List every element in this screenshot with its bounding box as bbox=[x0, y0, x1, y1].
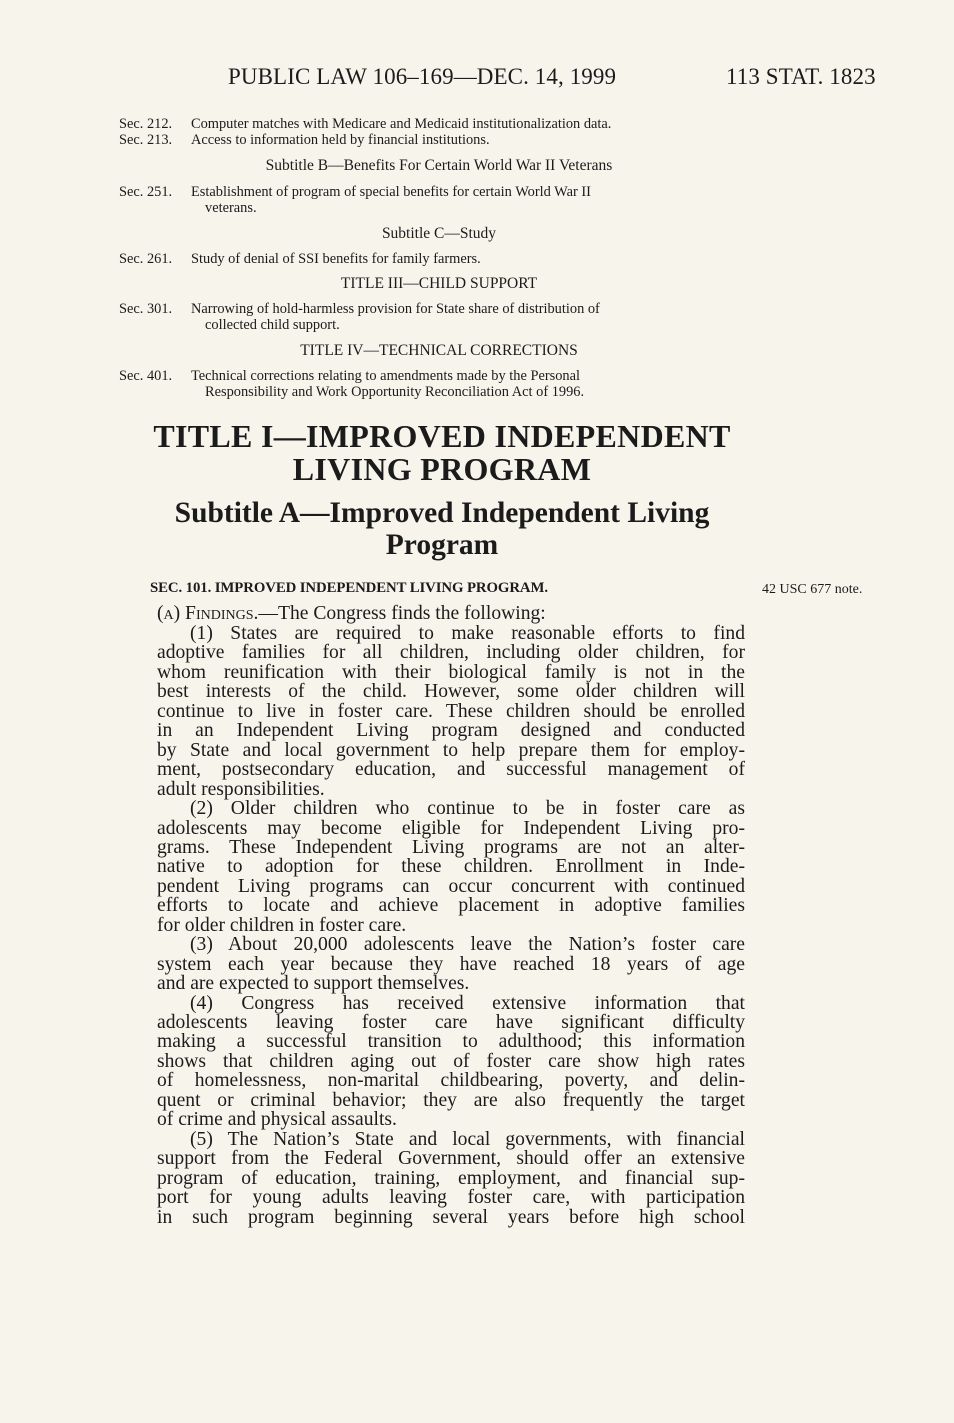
body-text-line: port for young adults leaving foster care, with participation bbox=[157, 1187, 745, 1209]
toc-section-number: Sec. 301. bbox=[119, 301, 173, 317]
toc-section-text-cont: veterans. bbox=[205, 200, 257, 216]
running-header-citation: PUBLIC LAW 106–169—DEC. 14, 1999 bbox=[228, 64, 617, 89]
toc-section-text: Study of denial of SSI benefits for family farmers. bbox=[191, 251, 481, 267]
body-text-line: of crime and physical assaults. bbox=[157, 1109, 397, 1131]
toc-section-text-cont: Responsibility and Work Opportunity Reconciliation Act of 1996. bbox=[205, 384, 585, 400]
body-text-line: adoptive families for all children, including older children, for bbox=[157, 642, 745, 664]
findings-label: (a) Findings. bbox=[157, 603, 259, 624]
body-text-line: adolescents may become eligible for Independent Living pro- bbox=[157, 817, 745, 839]
body-text-line: quent or criminal behavior; they are also frequently the target bbox=[157, 1089, 745, 1111]
toc-section-text: Access to information held by financial institutions. bbox=[191, 132, 490, 148]
body-text-line: by State and local government to help prepare them for employ- bbox=[157, 739, 745, 761]
body-text-line: in such program beginning several years before high school bbox=[157, 1206, 745, 1228]
body-text-line: (4) Congress has received extensive information that bbox=[190, 992, 745, 1014]
toc-subtitle-b: Subtitle B—Benefits For Certain World War II Veterans bbox=[265, 157, 613, 174]
toc-section-text-cont: collected child support. bbox=[205, 317, 340, 333]
toc-title-iv: TITLE IV—TECHNICAL CORRECTIONS bbox=[300, 342, 578, 359]
body-text-line: native to adoption for these children. Enrollment in Inde- bbox=[157, 856, 745, 878]
body-text-line: for older children in foster care. bbox=[157, 914, 407, 936]
toc-title-iii: TITLE III—CHILD SUPPORT bbox=[340, 275, 538, 292]
body-text-line: and are expected to support themselves. bbox=[157, 973, 470, 995]
body-text-line: grams. These Independent Living programs are not an alter- bbox=[157, 836, 745, 858]
toc-section-number: Sec. 261. bbox=[119, 251, 173, 267]
body-text-line: system each year because they have reached 18 years of age bbox=[157, 953, 745, 975]
section-101-heading: SEC. 101. IMPROVED INDEPENDENT LIVING PROGRAM. bbox=[150, 580, 548, 596]
toc-section-number: Sec. 212. bbox=[119, 116, 173, 132]
toc-section-text: Computer matches with Medicare and Medicaid institutionalization data. bbox=[191, 116, 612, 132]
toc-section-text: Narrowing of hold-harmless provision for State share of distribution of bbox=[191, 301, 600, 317]
title-i-heading-line1: TITLE I—IMPROVED INDEPENDENT bbox=[153, 418, 731, 454]
body-text-line: program of education, training, employment, and financial sup- bbox=[157, 1167, 745, 1189]
body-text-line: (1) States are required to make reasonable efforts to find bbox=[190, 623, 745, 644]
body-text-line: of homelessness, non-marital childbearing, poverty, and delin- bbox=[157, 1070, 745, 1092]
body-text-line: (5) The Nation’s State and local governments, with financial bbox=[190, 1128, 745, 1150]
toc-section-number: Sec. 213. bbox=[119, 132, 173, 148]
findings-lead bbox=[157, 603, 546, 625]
body-text-line: (3) About 20,000 adolescents leave the Nation’s foster care bbox=[190, 934, 745, 956]
body-text-line: adolescents leaving foster care have significant difficulty bbox=[157, 1012, 745, 1033]
body-text-line: in an Independent Living program designed and conducted bbox=[157, 720, 745, 742]
title-i-heading-line2: LIVING PROGRAM bbox=[292, 451, 592, 487]
findings-intro: —The Congress finds the following: bbox=[258, 603, 546, 624]
body-text-line: pendent Living programs can occur concurrent with continued bbox=[157, 875, 745, 897]
subtitle-a-heading-line1: Subtitle A—Improved Independent Living bbox=[174, 497, 710, 529]
body-text-line: best interests of the child. However, some older children will bbox=[157, 681, 745, 703]
body-text-line: adult responsibilities. bbox=[157, 778, 325, 800]
body-text-line: (2) Older children who continue to be in foster care as bbox=[190, 798, 745, 820]
toc-section-text: Technical corrections relating to amendments made by the Personal bbox=[191, 368, 581, 384]
toc-subtitle-c: Subtitle C—Study bbox=[381, 225, 497, 242]
subtitle-a-heading-line2: Program bbox=[385, 529, 499, 561]
toc-section-text: Establishment of program of special benefits for certain World War II bbox=[191, 184, 591, 200]
body-text-line: efforts to locate and achieve placement in adoptive families bbox=[157, 895, 745, 917]
body-text-line: ment, postsecondary education, and successful management of bbox=[157, 759, 745, 781]
running-header-stat-page: 113 STAT. 1823 bbox=[726, 64, 876, 89]
body-text-line: whom reunification with their biological family is not in the bbox=[157, 661, 745, 683]
table-of-contents bbox=[119, 116, 759, 406]
toc-section-number: Sec. 401. bbox=[119, 368, 173, 384]
body-text-line: continue to live in foster care. These children should be enrolled bbox=[157, 700, 745, 722]
body-text-line: making a successful transition to adulthood; this information bbox=[157, 1031, 745, 1053]
body-text-line: support from the Federal Government, should offer an extensive bbox=[157, 1148, 745, 1170]
toc-section-number: Sec. 251. bbox=[119, 184, 173, 200]
margin-note-usc: 42 USC 677 note. bbox=[762, 582, 863, 597]
body-text-line: shows that children aging out of foster care show high rates bbox=[157, 1050, 745, 1072]
